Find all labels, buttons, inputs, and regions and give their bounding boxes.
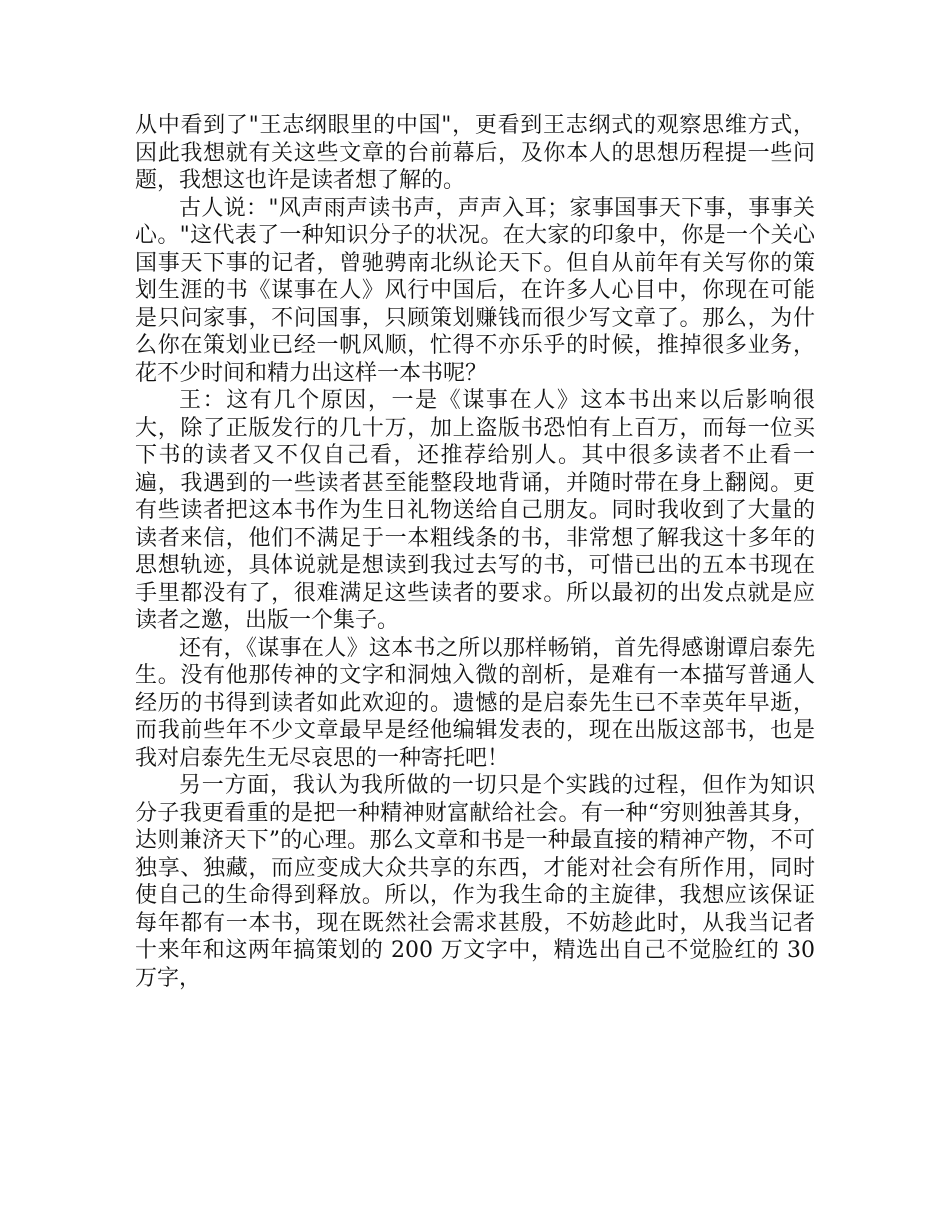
document-page [135, 112, 815, 992]
paragraph-4: 还有，《谋事在人》这本书之所以那样畅销，首先得感谢谭启泰先生。没有他那传神的文字和洞烛入微的剖析，是难有一本描写普通人经历的书得到读者如此欢迎的。遗憾的是启泰先生已不幸英年早逝，而我前些年不少文章最早是经他编辑发表的，现在出版这部书，也是我对启泰先生无尽哀思的一种寄托吧！ [135, 635, 815, 771]
paragraph-5: 另一方面，我认为我所做的一切只是个实践的过程，但作为知识分子我更看重的是把一种精神财富献给社会。有一种“穷则独善其身，达则兼济天下”的心理。那么文章和书是一种最直接的精神产物，不可独享、独藏，而应变成大众共享的东西，才能对社会有所作用，同时使自己的生命得到释放。所以，作为我生命的主旋律，我想应该保证每年都有一本书，现在既然社会需求甚殷，不妨趁此时，从我当记者十来年和这两年搞策划的 200 万文字中，精选出自己不觉脸红的 30 万字， [135, 773, 815, 991]
paragraph-3: 王：这有几个原因，一是《谋事在人》这本书出来以后影响很大，除了正版发行的几十万，加上盗版书恐怕有上百万，而每一位买下书的读者又不仅自己看，还推荐给别人。其中很多读者不止看一遍，我遇到的一些读者甚至能整段地背诵，并随时带在身上翻阅。更有些读者把这本书作为生日礼物送给自己朋友。同时我收到了大量的读者来信，他们不满足于一本粗线条的书，非常想了解我这十多年的思想轨迹，具体说就是想读到我过去写的书，可惜已出的五本书现在手里都没有了，很难满足这些读者的要求。所以最初的出发点就是应读者之邀，出版一个集子。 [135, 388, 815, 633]
paragraph-2: 古人说："风声雨声读书声，声声入耳；家事国事天下事，事事关心。"这代表了一种知识分子的状况。在大家的印象中，你是一个关心国事天下事的记者，曾驰骋南北纵论天下。但自从前年有关写你的策划生涯的书《谋事在人》风行中国后，在许多人心目中，你现在可能是只问家事，不问国事，只顾策划赚钱而很少写文章了。那么，为什么你在策划业已经一帆风顺，忙得不亦乐乎的时候，推掉很多业务，花不少时间和精力出这样一本书呢？ [135, 195, 815, 386]
paragraph-1: 从中看到了"王志纲眼里的中国"，更看到王志纲式的观察思维方式，因此我想就有关这些文章的台前幕后，及你本人的思想历程提一些问题，我想这也许是读者想了解的。 [135, 113, 815, 193]
